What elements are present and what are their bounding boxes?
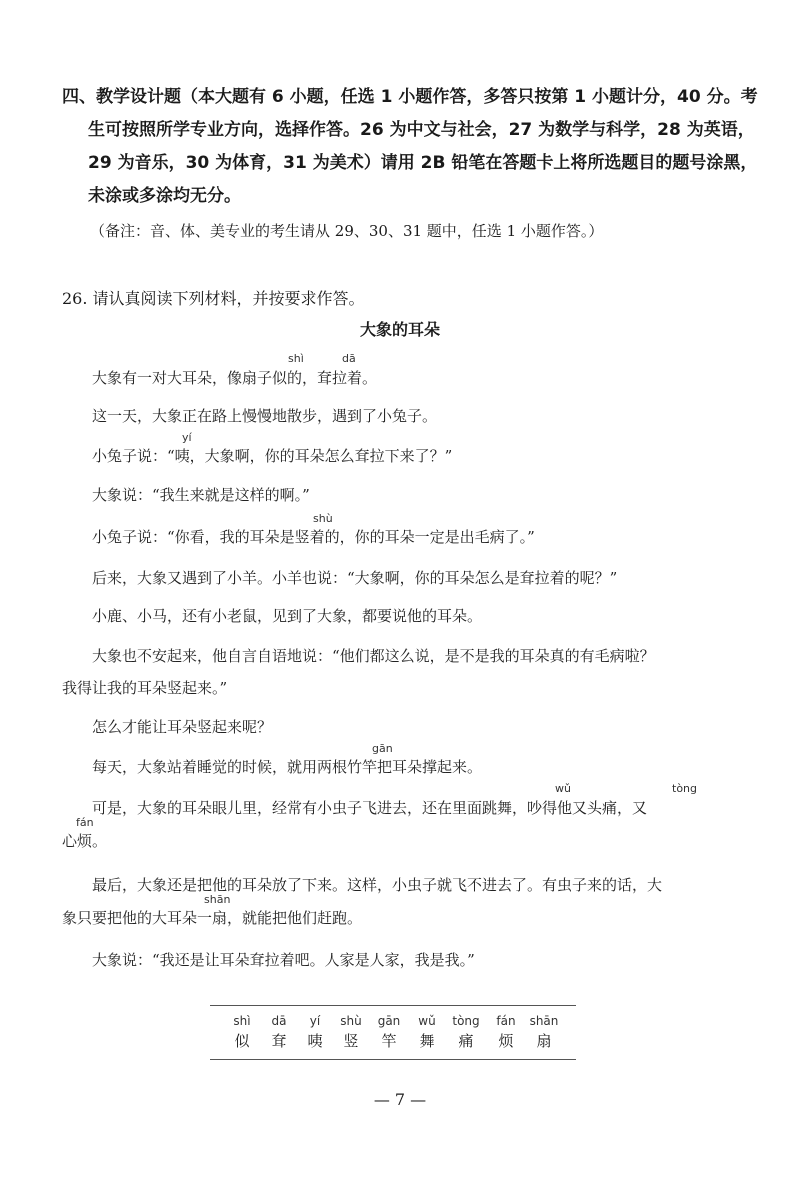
story-line: 怎么才能让耳朵竖起来呢？ [92, 718, 273, 736]
glossary-char: 痛 [458, 1032, 474, 1050]
glossary-char: 烦 [498, 1032, 514, 1050]
glossary-pinyin: dā [271, 1014, 287, 1028]
story-line: 大象有一对大耳朵，像扇子似的，耷拉着。 [92, 369, 378, 387]
glossary-entry [446, 1014, 486, 1051]
glossary-pinyin: gān [377, 1014, 401, 1028]
glossary-pinyin: shān [529, 1014, 559, 1028]
section-instructions-line: 29 为音乐，30 为体育，31 为美术）请用 2B 铅笔在答题卡上将所选题目的题号涂黑， [88, 153, 758, 173]
glossary-char: 耷 [271, 1032, 287, 1050]
glossary-pinyin: wǔ [418, 1014, 436, 1028]
section-note: （备注：音、体、美专业的考生请从 29、30、31 题中，任选 1 小题作答。） [90, 222, 604, 240]
glossary-entry [407, 1014, 447, 1051]
story-line: 每天，大象站着睡觉的时候，就用两根竹竿把耳朵撑起来。 [92, 758, 483, 776]
story-line: 象只要把他的大耳朵一扇，就能把他们赶跑。 [62, 909, 363, 927]
story-line: 后来，大象又遇到了小羊。小羊也说：“大象啊，你的耳朵怎么是耷拉着的呢？” [92, 569, 618, 587]
glossary-char: 似 [234, 1032, 250, 1050]
section-instructions-line: 未涂或多涂均无分。 [88, 186, 241, 206]
glossary-entry [259, 1014, 299, 1051]
pinyin-annotation: dā [342, 352, 356, 365]
story-title: 大象的耳朵 [359, 320, 440, 339]
pinyin-annotation: wǔ [555, 782, 571, 795]
story-line: 大象说：“我生来就是这样的啊。” [92, 486, 310, 504]
glossary-entry [369, 1014, 409, 1051]
section-instructions-line: 生可按照所学专业方向，选择作答。26 为中文与社会，27 为数学与科学，28 为英语， [88, 120, 755, 140]
glossary-entry [331, 1014, 371, 1051]
glossary-top-rule [210, 1005, 576, 1006]
story-line: 小兔子说：“咦，大象啊，你的耳朵怎么耷拉下来了？” [92, 447, 453, 465]
glossary-char: 竿 [381, 1032, 397, 1050]
story-line: 这一天，大象正在路上慢慢地散步，遇到了小兔子。 [92, 407, 438, 425]
glossary-entry [222, 1014, 262, 1051]
pinyin-annotation: shì [288, 352, 304, 365]
story-line: 小兔子说：“你看，我的耳朵是竖着的，你的耳朵一定是出毛病了。” [92, 528, 535, 546]
glossary-char: 竖 [343, 1032, 359, 1050]
glossary-pinyin: yí [309, 1014, 321, 1028]
glossary-bottom-rule [210, 1059, 576, 1060]
pinyin-annotation: fán [76, 816, 94, 829]
glossary-char: 咦 [307, 1032, 323, 1050]
glossary-pinyin: shù [340, 1014, 362, 1028]
story-line: 大象也不安起来，他自言自语地说：“他们都这么说，是不是我的耳朵真的有毛病啦？ [92, 647, 655, 665]
story-line: 可是，大象的耳朵眼儿里，经常有小虫子飞进去，还在里面跳舞，吵得他又头痛，又 [92, 799, 648, 817]
glossary-entry [295, 1014, 335, 1051]
glossary-pinyin: fán [496, 1014, 516, 1028]
story-line: 最后，大象还是把他的耳朵放了下来。这样，小虫子就飞不进去了。有虫子来的话，大 [92, 876, 663, 894]
pinyin-annotation: yí [182, 431, 192, 444]
glossary-pinyin: tòng [452, 1014, 480, 1028]
glossary-entry [486, 1014, 526, 1051]
pinyin-annotation: tòng [672, 782, 697, 795]
question-prompt: 26. 请认真阅读下列材料，并按要求作答。 [62, 289, 365, 308]
glossary-char: 舞 [419, 1032, 435, 1050]
story-line: 大象说：“我还是让耳朵耷拉着吧。人家是人家，我是我。” [92, 951, 475, 969]
glossary-char: 扇 [536, 1032, 552, 1050]
glossary-entry [524, 1014, 564, 1051]
section-instructions-line: 四、教学设计题（本大题有 6 小题，任选 1 小题作答，多答只按第 1 小题计分，40 分。考 [62, 87, 758, 107]
pinyin-annotation: shān [204, 893, 231, 906]
story-line: 小鹿、小马，还有小老鼠，见到了大象，都要说他的耳朵。 [92, 607, 483, 625]
story-line: 心烦。 [62, 832, 108, 850]
story-line: 我得让我的耳朵竖起来。” [62, 679, 228, 697]
page-number: — 7 — [373, 1090, 427, 1109]
pinyin-annotation: gān [372, 742, 393, 755]
pinyin-annotation: shù [313, 512, 333, 525]
glossary-pinyin: shì [233, 1014, 251, 1028]
